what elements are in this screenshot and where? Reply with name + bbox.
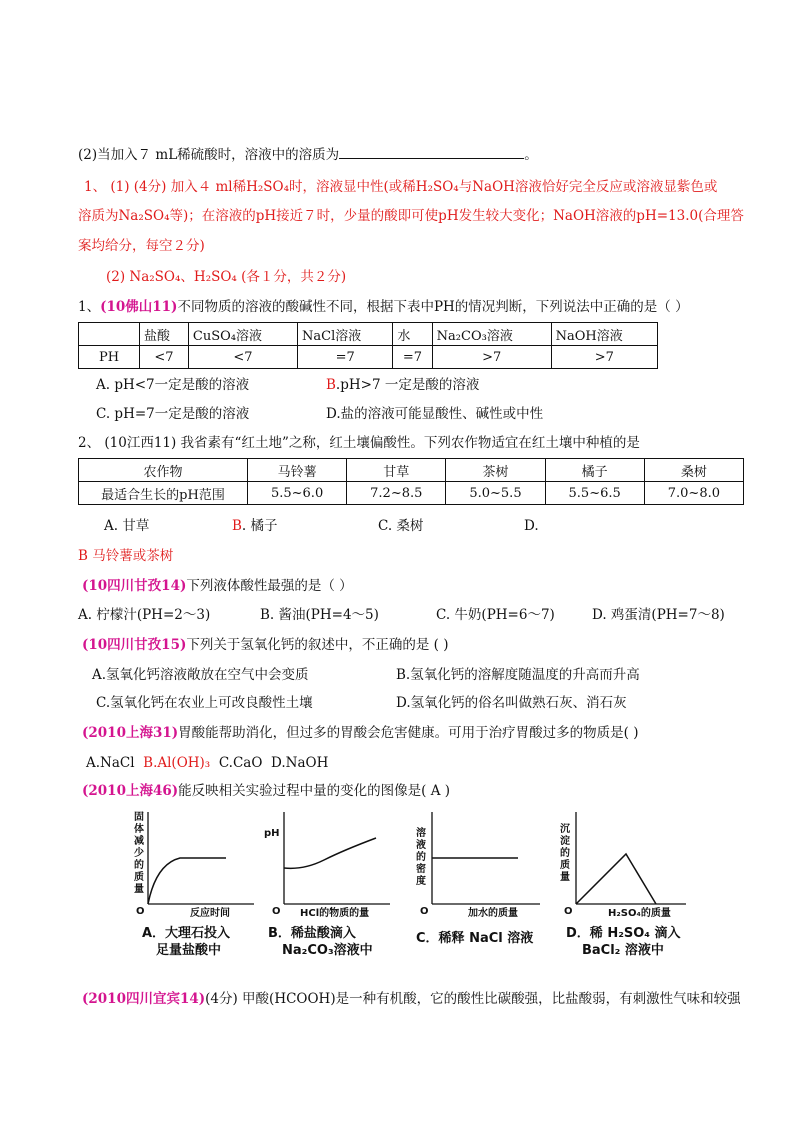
table-cell: PH <box>79 346 140 369</box>
option-c: C.氢氧化钙在农业上可改良酸性土壤 <box>96 695 313 711</box>
source-tag: (2010四川宜宾14) <box>82 991 206 1007</box>
table-cell: 7.0~8.0 <box>644 482 743 505</box>
question-number: 1、 <box>78 299 101 315</box>
answer-blank <box>339 146 524 159</box>
question-stem: 不同物质的溶液的酸碱性不同，根据下表中PH的情况判断，下列说法中正确的是（ ） <box>177 299 689 315</box>
question-2-end: 。 <box>524 147 538 163</box>
option-b: B.Al(OH)₃ <box>143 755 211 771</box>
table-row <box>79 459 744 482</box>
graph-a-origin: O <box>136 906 145 917</box>
table-cell: 5.0~5.5 <box>446 482 545 505</box>
table-cell: 农作物 <box>79 459 248 482</box>
table-row <box>79 323 658 346</box>
table-cell: <7 <box>188 346 297 369</box>
caption-line: BaCl₂ 溶液中 <box>582 943 664 958</box>
source-tag: (10四川甘孜15) <box>82 637 187 653</box>
graph-c-ylabel-4: 密 <box>416 864 426 875</box>
answer-1-line-4: (2) Na₂SO₄、H₂SO₄ (各１分，共２分) <box>106 269 347 285</box>
table-cell: 5.5~6.5 <box>545 482 644 505</box>
graph-c-ylabel-1: 溶 <box>416 828 426 839</box>
graph-a <box>128 808 258 918</box>
answer-1-line-2: 溶质为Na₂SO₄等)；在溶液的pH接近７时，少量的酸即可使pH发生较大变化；NaOH溶液的pH=13.0(合理答 <box>78 208 744 224</box>
table-cell: 水 <box>393 323 432 346</box>
answer-1-line-3: 案均给分，每空２分) <box>78 238 205 254</box>
question-stem: 下列液体酸性最强的是（ ） <box>186 578 353 594</box>
graph-b <box>264 808 394 918</box>
option-c: C. pH=7一定是酸的溶液 <box>96 406 250 422</box>
graph-d-ylabel-2: 淀 <box>560 836 570 847</box>
option-b: B.氢氧化钙的溶解度随温度的升高而升高 <box>396 667 640 683</box>
option-a: A. 柠檬汁(PH=2～3) <box>78 607 211 623</box>
option-d: D.盐的溶液可能显酸性、碱性或中性 <box>326 406 544 422</box>
question-stem: 胃酸能帮助消化，但过多的胃酸会危害健康。可用于治疗胃酸过多的物质是( ) <box>178 725 639 741</box>
option-b: B. 酱油(PH=4～5) <box>260 607 379 623</box>
caption-line: D．稀 H₂SO₄ 滴入 <box>566 926 681 941</box>
option-d: D.氢氧化钙的俗名叫做熟石灰、消石灰 <box>396 695 627 711</box>
table-row <box>79 346 658 369</box>
graph-a-ylabel-6: 质 <box>134 872 144 883</box>
caption-line: A．大理石投入 <box>142 926 231 941</box>
graph-a-ylabel-7: 量 <box>134 884 144 895</box>
graph-c-origin: O <box>420 906 429 917</box>
crop-ph-table <box>78 458 744 505</box>
table-cell: NaCl溶液 <box>298 323 393 346</box>
option-a: A. 甘草 <box>104 518 150 534</box>
graph-c-xlabel: 加水的质量 <box>468 908 518 918</box>
graph-b-ylabel: pH <box>264 828 280 839</box>
graph-c-ylabel-5: 度 <box>416 876 426 887</box>
question-shanghai-31 <box>82 724 638 742</box>
source-tag: (2010上海46) <box>82 783 179 799</box>
question-stem: (4分) 甲酸(HCOOH)是一种有机酸，它的酸性比碳酸强，比盐酸弱，有刺激性气味和较强 <box>205 991 741 1007</box>
table-cell: CuSO₄溶液 <box>188 323 297 346</box>
table-cell: =7 <box>298 346 393 369</box>
table-row <box>79 482 744 505</box>
graph-c-ylabel-3: 的 <box>416 852 426 863</box>
table-cell: >7 <box>551 346 657 369</box>
graph-c-ylabel-2: 液 <box>416 840 426 851</box>
question-2-text: (2)当加入７ mL稀硫酸时，溶液中的溶质为 <box>78 147 340 163</box>
graph-c-caption <box>416 930 533 947</box>
graph-a-ylabel-2: 体 <box>134 824 144 835</box>
caption-line: B．稀盐酸滴入 <box>268 926 356 941</box>
table-cell: 桑树 <box>644 459 743 482</box>
caption-line: C．稀释 NaCl 溶液 <box>416 931 534 946</box>
option-c: C. 桑树 <box>378 518 424 534</box>
table-cell: =7 <box>393 346 432 369</box>
option-d: D.NaOH <box>271 755 329 771</box>
table-cell: >7 <box>432 346 551 369</box>
graph-d-xlabel: H₂SO₄的质量 <box>608 908 671 918</box>
graph-d-ylabel-4: 质 <box>560 860 570 871</box>
graph-a-xlabel: 反应时间 <box>190 908 230 918</box>
table-cell: 5.5~6.0 <box>248 482 347 505</box>
option-b: B.pH>7 一定是酸的溶液 <box>326 377 480 393</box>
source-tag: (10四川甘孜14) <box>82 578 187 594</box>
question-ganzi-15 <box>82 636 448 654</box>
table-cell: Na₂CO₃溶液 <box>432 323 551 346</box>
question-stem: 能反映相关实验过程中量的变化的图像是( A ) <box>178 783 451 799</box>
graph-a-ylabel-1: 固 <box>134 812 144 823</box>
source-tag: (2010上海31) <box>82 725 179 741</box>
answer-jiangxi: B 马铃薯或茶树 <box>78 548 174 564</box>
option-c: C. 牛奶(PH=6～7) <box>436 607 555 623</box>
question-shanghai-46 <box>82 782 450 800</box>
table-cell: 盐酸 <box>140 323 189 346</box>
question-yibin <box>82 990 741 1008</box>
graph-d-ylabel-1: 沉 <box>560 824 570 835</box>
option-b-text: .pH>7 一定是酸的溶液 <box>335 377 480 393</box>
graph-d-ylabel-3: 的 <box>560 848 570 859</box>
table-cell: 橘子 <box>545 459 644 482</box>
table-cell: 马铃薯 <box>248 459 347 482</box>
option-c: C.CaO <box>218 755 263 771</box>
options-row <box>86 754 328 772</box>
graph-d <box>560 808 690 918</box>
option-b-text: . 橘子 <box>241 518 278 534</box>
graph-b-xlabel: HCl的物质的量 <box>300 908 370 918</box>
table-cell <box>79 323 140 346</box>
table-cell: 7.2~8.5 <box>347 482 446 505</box>
graph-b-caption <box>268 925 373 959</box>
option-a: A.NaCl <box>86 755 135 771</box>
option-a: A.氢氧化钙溶液敞放在空气中会变质 <box>92 667 309 683</box>
question-jiangxi: 2、 (10江西11) 我省素有“红土地”之称，红土壤偏酸性。下列农作物适宜在红土壤中种植的是 <box>78 435 640 451</box>
question-foshan <box>78 298 689 316</box>
source-tag: (10佛山11) <box>100 299 178 315</box>
graph-b-origin: O <box>272 906 281 917</box>
table-cell: NaOH溶液 <box>551 323 657 346</box>
question-stem: 下列关于氢氧化钙的叙述中，不正确的是 ( ) <box>186 637 449 653</box>
table-cell: <7 <box>140 346 189 369</box>
question-2-line <box>78 146 538 164</box>
option-d: D. 鸡蛋清(PH=7～8) <box>592 607 725 623</box>
option-d: D. <box>524 518 539 534</box>
graph-d-ylabel-5: 量 <box>560 872 570 883</box>
option-b: B. 橘子 <box>232 518 278 534</box>
graph-d-caption <box>566 925 681 959</box>
table-cell: 茶树 <box>446 459 545 482</box>
table-cell: 最适合生长的pH范围 <box>79 482 248 505</box>
option-a: A. pH<7一定是酸的溶液 <box>96 377 250 393</box>
graph-a-ylabel-3: 减 <box>134 836 144 847</box>
graph-c <box>414 808 544 918</box>
graph-a-ylabel-4: 少 <box>134 848 144 859</box>
graph-a-ylabel-5: 的 <box>134 860 144 871</box>
graph-d-origin: O <box>564 906 573 917</box>
graph-a-caption <box>142 925 230 959</box>
table-cell: 甘草 <box>347 459 446 482</box>
answer-1-line-1: 1、 (1) (4分) 加入４ ml稀H₂SO₄时，溶液显中性(或稀H₂SO₄与NaOH溶液恰好完全反应或溶液显紫色或 <box>84 179 718 195</box>
caption-line: Na₂CO₃溶液中 <box>282 943 373 958</box>
caption-line: 足量盐酸中 <box>156 943 222 958</box>
ph-table <box>78 322 658 369</box>
question-ganzi-14 <box>82 577 353 595</box>
